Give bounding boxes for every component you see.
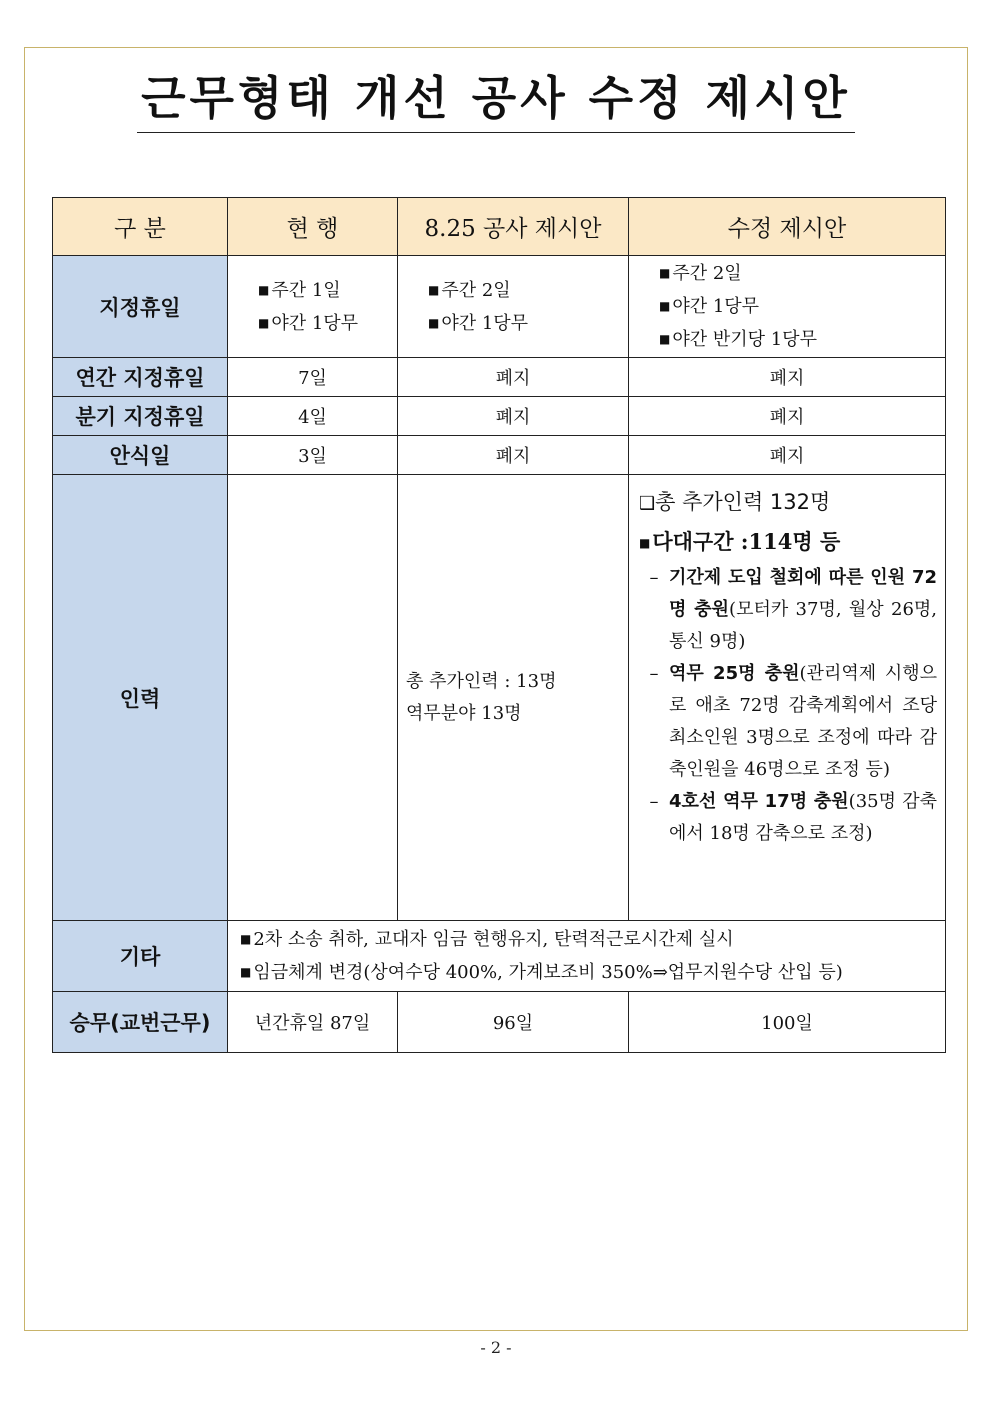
bullet-icon: ■ xyxy=(659,299,671,313)
list-item: ■ 야간 1당무 xyxy=(428,312,529,334)
revised-section: ■다대구간 :114명 등 xyxy=(639,529,841,554)
cell-current xyxy=(228,256,398,358)
list-item: ■ 임금체계 변경(상여수당 400%, 가계보조비 350%⇒업무지원수당 산입 등) xyxy=(240,962,843,983)
cell-proposal-825: 폐지 xyxy=(398,358,629,397)
list-item: – 기간제 도입 철회에 따른 인원 72명 충원(모터카 37명, 월상 26명, 통신 9명) xyxy=(639,562,937,658)
cell-others xyxy=(228,921,946,992)
revised-total: ❑총 추가인력 132명 xyxy=(639,490,831,514)
cell-revised xyxy=(629,475,946,921)
list-item: ■ 야간 반기당 1당무 xyxy=(659,329,817,350)
checkbox-bullet-icon: ❑ xyxy=(639,493,656,514)
row-annual xyxy=(53,358,946,397)
bullet-icon: ■ xyxy=(258,315,270,330)
cell-current: 년간휴일 87일 xyxy=(228,992,398,1053)
bullet-icon: ■ xyxy=(659,266,671,280)
bullet-icon: ■ xyxy=(258,282,270,297)
row-manpower xyxy=(53,475,946,921)
header-category: 구 분 xyxy=(53,198,228,256)
list-item: ■ 야간 1당무 xyxy=(659,296,760,317)
cell-revised: 폐지 xyxy=(629,397,946,436)
cell-current xyxy=(228,475,398,921)
list-item: ■ 주간 2일 xyxy=(428,279,511,301)
bullet-icon: ■ xyxy=(428,315,440,330)
comparison-table xyxy=(52,197,946,1053)
dash-icon: – xyxy=(649,663,659,684)
cell-revised xyxy=(629,256,946,358)
dash-icon: – xyxy=(649,567,659,588)
row-label: 연간 지정휴일 xyxy=(53,358,228,397)
list-item: ■ 주간 1일 xyxy=(258,279,341,301)
manpower-total-line: 총 추가인력 : 13명 xyxy=(406,670,557,692)
row-label: 기타 xyxy=(53,921,228,992)
row-label: 안식일 xyxy=(53,436,228,475)
row-others xyxy=(53,921,946,992)
cell-current: 3일 xyxy=(228,436,398,475)
row-label: 분기 지정휴일 xyxy=(53,397,228,436)
cell-revised: 폐지 xyxy=(629,358,946,397)
bullet-icon: ■ xyxy=(240,965,252,979)
cell-current: 4일 xyxy=(228,397,398,436)
header-proposal-825: 8.25 공사 제시안 xyxy=(398,198,629,256)
row-label: 승무(교번근무) xyxy=(53,992,228,1053)
row-rest-day xyxy=(53,436,946,475)
header-revised: 수정 제시안 xyxy=(629,198,946,256)
manpower-station-line: 역무분야 13명 xyxy=(406,702,522,724)
header-current: 현 행 xyxy=(228,198,398,256)
cell-proposal-825 xyxy=(398,475,629,921)
cell-current: 7일 xyxy=(228,358,398,397)
page-number: - 2 - xyxy=(480,1338,512,1357)
dash-icon: – xyxy=(649,791,659,812)
list-item: ■ 주간 2일 xyxy=(659,263,742,284)
row-label: 인력 xyxy=(53,475,228,921)
row-duty xyxy=(53,992,946,1053)
header-row xyxy=(53,198,946,256)
bullet-icon: ■ xyxy=(659,332,671,346)
cell-proposal-825: 폐지 xyxy=(398,397,629,436)
cell-revised: 100일 xyxy=(629,992,946,1053)
row-label: 지정휴일 xyxy=(53,256,228,358)
row-quarterly xyxy=(53,397,946,436)
row-designated-holiday xyxy=(53,256,946,358)
document-title: 근무형태 개선 공사 수정 제시안 xyxy=(137,70,855,133)
list-item: – 역무 25명 충원(관리역제 시행으로 애초 72명 감축계획에서 조당 최소인원 3명으로 조정에 따라 감축인원을 46명으로 조정 등) xyxy=(639,658,937,786)
bullet-icon: ■ xyxy=(639,536,651,550)
list-item: – 4호선 역무 17명 충원(35명 감축에서 18명 감축으로 조정) xyxy=(639,786,937,850)
cell-proposal-825: 96일 xyxy=(398,992,629,1053)
cell-revised: 폐지 xyxy=(629,436,946,475)
document-title-wrap xyxy=(0,70,992,133)
cell-proposal-825: 폐지 xyxy=(398,436,629,475)
list-item: ■ 야간 1당무 xyxy=(258,312,359,334)
list-item: ■ 2차 소송 취하, 교대자 임금 현행유지, 탄력적근로시간제 실시 xyxy=(240,929,734,950)
bullet-icon: ■ xyxy=(428,282,440,297)
cell-proposal-825 xyxy=(398,256,629,358)
bullet-icon: ■ xyxy=(240,932,252,946)
